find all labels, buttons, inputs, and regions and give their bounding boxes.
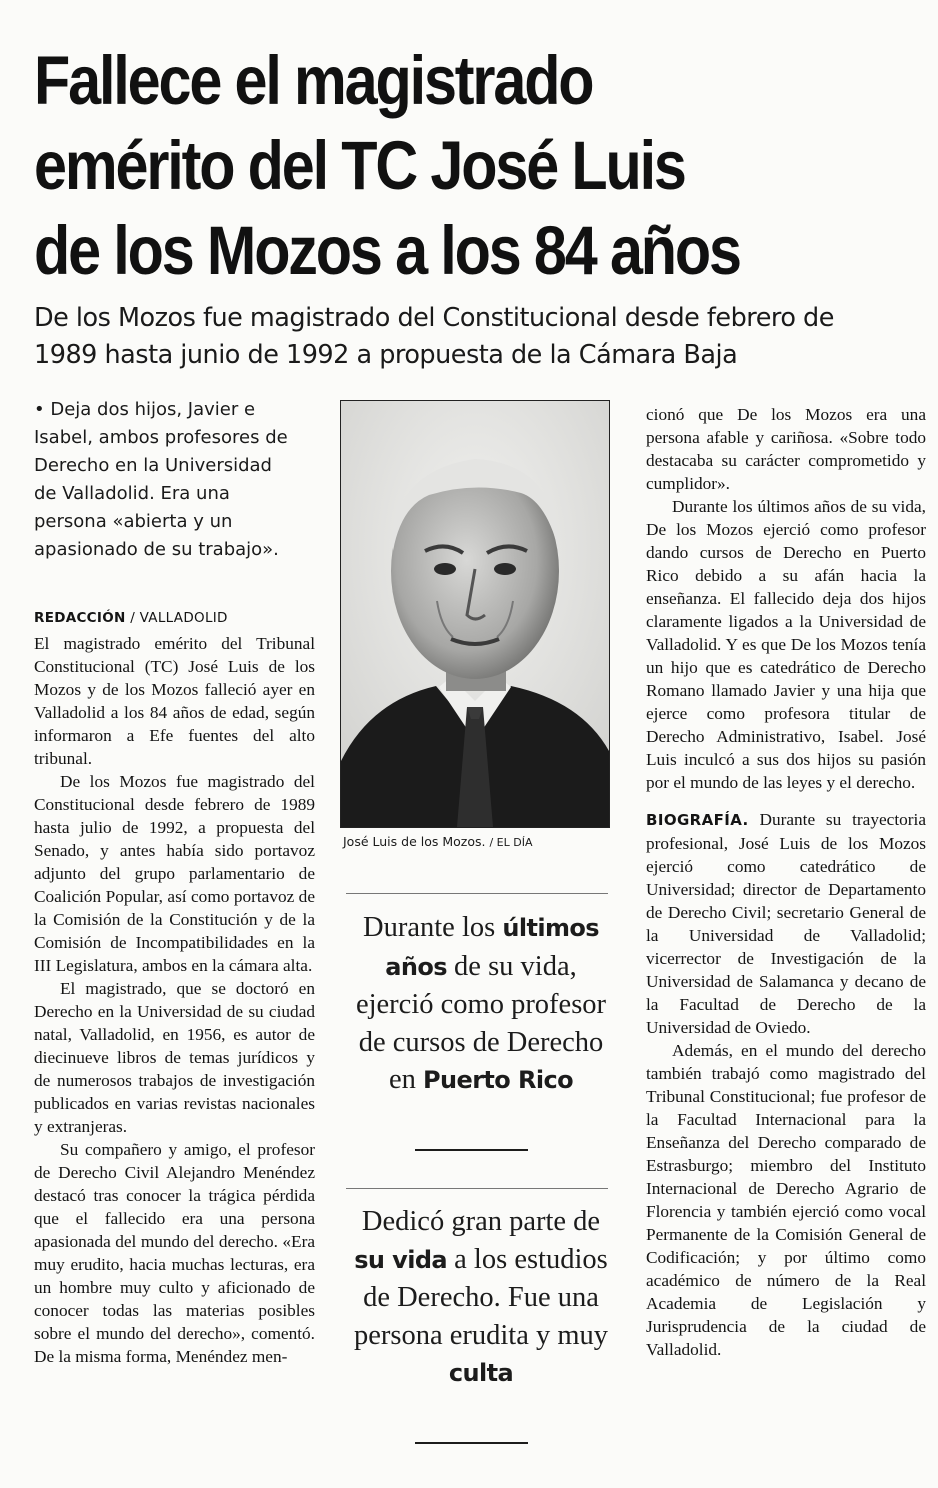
quote-divider-top [346, 893, 608, 894]
quote1-emphasis-2: Puerto Rico [423, 1066, 573, 1094]
headline-line-2: emérito del TC José Luis [34, 127, 685, 204]
headline [34, 38, 914, 293]
lead-summary: • Deja dos hijos, Javier e Isabel, ambos profesores de Derecho en la Universidad de Valladolid. Era una persona «abierta y un apasionado de su trabajo». [34, 399, 288, 560]
pull-quote-1 [346, 909, 616, 1100]
subtitle [34, 300, 914, 374]
headline-line-3: de los Mozos a los 84 años [34, 212, 740, 289]
subtitle-line-1: De los Mozos fue magistrado del Constitucional desde febrero de [34, 303, 834, 333]
headline-line-1: Fallece el magistrado [34, 42, 593, 119]
byline [34, 610, 324, 626]
photo-caption [343, 834, 613, 849]
col1-paragraph-1: El magistrado emérito del Tribunal Constitucional (TC) José Luis de los Mozos y de los Mozos falleció ayer en Valladolid a los 84 años de edad, según informaron a Efe fuentes del alto tribunal. [34, 634, 315, 768]
portrait-photo [340, 400, 610, 828]
quote2-bar [415, 1442, 528, 1444]
col3-paragraph-1: cionó que De los Mozos era una persona afable y cariñosa. «Sobre todo destacaba su carácter comprometido y cumplidor». [646, 405, 926, 493]
portrait-illustration [341, 401, 609, 827]
col3-biography [646, 808, 926, 1039]
quote2-pre: Dedicó gran parte de [361, 1206, 601, 1237]
article-column-3 [646, 403, 926, 1361]
caption-text: José Luis de los Mozos. [343, 834, 486, 849]
section-heading-biografia: BIOGRAFÍA. [646, 811, 749, 829]
quote-divider-middle [346, 1188, 608, 1189]
col3-paragraph-3: Durante su trayectoria profesional, José Luis de los Mozos ejerció como catedrático de Universidad; director de Departamento de Derecho Civil; secretario General de la Universidad de Valladolid; vicerrector de Investigación de la Universidad de Salamanca y decano de la Facultad de Derecho de la Universidad de Oviedo. [646, 810, 926, 1037]
quote2-emphasis: su vida [354, 1245, 448, 1274]
quote1-mid: de su vida, ejerció como profesor de cursos de Derecho en [355, 950, 607, 1095]
col3-paragraph-4: Además, en el mundo del derecho también trabajó como magistrado del Tribunal Constitucional; fue profesor de la Facultad Internacional para la Enseñanza del Derecho comparado de Estrasburgo; miembro del Instituto Internacional de Derecho Agrario de Florencia y también ejerció como vocal Permanente de la Comisión General de Codificación; y por último como académico de número de la Real Academia de Legislación y Jurisprudencia de la ciudad de Valladolid. [646, 1041, 926, 1359]
col1-paragraph-3: El magistrado, que se doctoró en Derecho en la Universidad de su ciudad natal, Valladolid, en 1956, es autor de diecinueve libros de temas jurídicos y de numerosos trabajos de investigación publicados en varias revistas nacionales y extranjeras. [34, 979, 315, 1136]
byline-agency: REDACCIÓN [34, 610, 126, 626]
col3-paragraph-2: Durante los últimos años de su vida, De los Mozos ejerció como profesor dando cursos de Derecho en Puerto Rico debido a su afán hacia la enseñanza. El fallecido deja dos hijos claramente ligados a la Universidad de Valladolid. Y es que De los Mozos tenía un hijo que es catedrático de Derecho Romano llamado Javier y una hija que ejerce como profesora titular de Derecho Administrativo, Isabel. José Luis inculcó a sus dos hijos su pasión por el mundo de las leyes y el derecho. [646, 497, 926, 792]
caption-credit: / EL DÍA [489, 836, 533, 849]
subtitle-line-2: 1989 hasta junio de 1992 a propuesta de la Cámara Baja [34, 340, 738, 370]
quote2-emphasis-2: culta [448, 1359, 514, 1387]
quote1-bar [415, 1149, 528, 1151]
col1-paragraph-2: De los Mozos fue magistrado del Constitucional desde febrero de 1989 hasta julio de 1992, a propuesta del Senado, y antes había sido portavoz adjunto del grupo parlamentario de Coalición Popular, así como portavoz de la Comisión de la Constitución y de la Comisión de Incompatibilidades en la III Legislatura, ambos en la cámara alta. [34, 772, 315, 975]
byline-place: / VALLADOLID [130, 610, 228, 626]
quote2-mid: a los estudios de Derecho. Fue una persona erudita y muy [353, 1243, 609, 1351]
quote1-pre: Durante los [363, 912, 496, 943]
col1-paragraph-4: Su compañero y amigo, el profesor de Derecho Civil Alejandro Menéndez destacó tras conocer la trágica pérdida que el fallecido era una persona apasionada del mundo del derecho. «Era muy erudito, hacia muchas lecturas, era un hombre muy culto y aficionado de conocer todas las materias posibles sobre el mundo del derecho», comentó. De la misma forma, Menéndez men- [34, 1140, 315, 1366]
pull-quote-2 [346, 1203, 616, 1393]
article-column-1 [34, 632, 315, 1368]
quote1-emphasis: últimos años [385, 914, 599, 981]
